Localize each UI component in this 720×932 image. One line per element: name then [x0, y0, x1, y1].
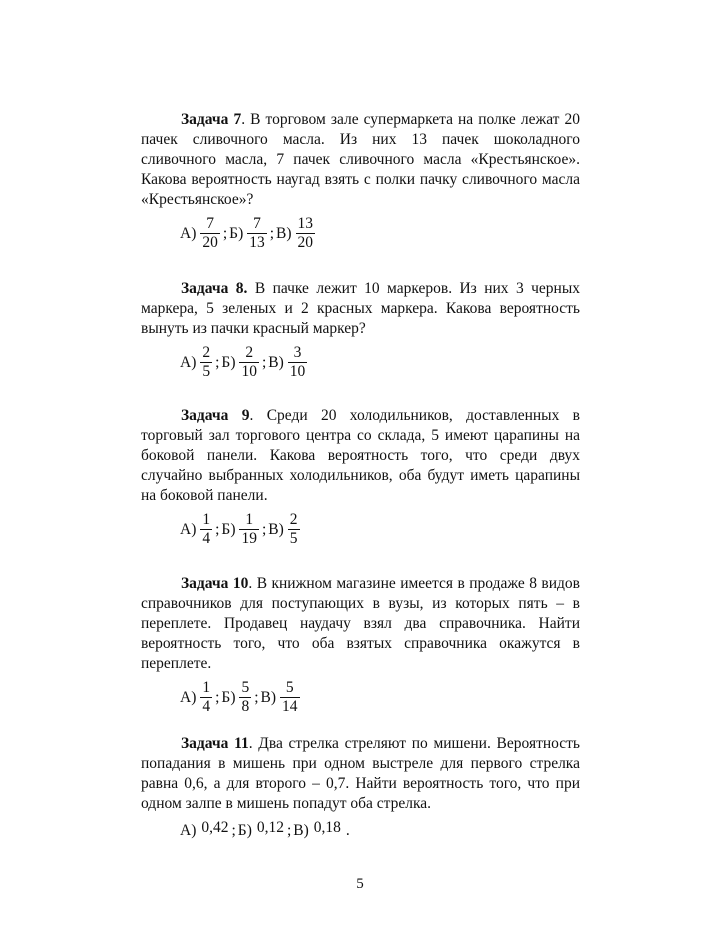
task-7-option-a: А) $\frac{7}{20}$ ; — [180, 215, 228, 251]
task-8-option-a: А) $\frac{2}{5}$ ; — [180, 344, 220, 380]
task-8-option-b: Б) $\frac{2}{10}$ ; — [221, 344, 267, 380]
task-7 — [141, 110, 580, 252]
task-10-option-a: А) $\frac{1}{4}$ ; — [180, 679, 220, 715]
fraction: $\frac{1}{4}$ — [202, 511, 211, 547]
fraction: $\frac{13}{20}$ — [297, 215, 314, 251]
task-7-option-c: В) $\frac{13}{20}$ — [276, 215, 314, 251]
task-7-option-b: Б) $\frac{7}{13}$ ; — [229, 215, 275, 251]
task-10-option-c: В) $\frac{5}{14}$ — [260, 679, 298, 715]
fraction: $\frac{5}{8}$ — [241, 679, 250, 715]
task-10-text: Задача 10. В книжном магазине имеется в продаже 8 видов справочников для поступающих в вузы, из которых пять – в переплете. Продавец наудачу взял два справочника. Найти вероятность того, что оба взятых справочника окажутся в переплете. — [141, 575, 580, 672]
task-8-option-c: В) $\frac{3}{10}$ — [268, 344, 306, 380]
fraction: $\frac{1}{19}$ — [241, 511, 257, 547]
task-9-text: Задача 9. Среди 20 холодильников, доставленных в торговый зал торгового центра со склада, 5 имеют царапины на боковой панели. Какова вероятность того, что среди двух случайно выбранных холодильников, оба будут иметь царапины на боковой панели. — [141, 407, 580, 504]
task-11 — [141, 734, 580, 840]
task-11-option-a: А) 0,42 ; — [180, 819, 236, 839]
fraction: $\frac{7}{20}$ — [202, 215, 218, 251]
task-9-answers — [141, 511, 580, 548]
task-7-text: Задача 7. В торговом зале супермаркета на полке лежат 20 пачек сливочного масла. Из них 13 пачек шоколадного сливочного масла, 7 пачек сливочного масла «Крестьянское». Какова вероятность наугад взять с полки пачку сливочного масла «Крестьянское»? — [141, 111, 580, 208]
fraction: $\frac{3}{10}$ — [289, 344, 306, 380]
task-8-label: Задача 8. — [181, 280, 248, 297]
task-10-option-b: Б) $\frac{5}{8}$ ; — [221, 679, 259, 715]
fraction: $\frac{1}{4}$ — [202, 679, 211, 715]
task-8-answers — [141, 344, 580, 381]
fraction: $\frac{2}{5}$ — [289, 511, 298, 547]
task-9 — [141, 406, 580, 548]
task-11-answers — [141, 819, 580, 840]
task-8 — [141, 279, 580, 381]
fraction: $\frac{5}{14}$ — [282, 679, 298, 715]
page-number: 5 — [356, 876, 364, 892]
task-11-text: Задача 11. Два стрелка стреляют по мишени. Вероятность попадания в мишень при одном выстреле для первого стрелка равна 0,6, а для второго – 0,7. Найти вероятность того, что при одном залпе в мишень попадут оба стрелка. — [141, 735, 580, 812]
task-9-option-c: В) $\frac{2}{5}$ — [268, 511, 298, 547]
fraction: $\frac{7}{13}$ — [249, 215, 265, 251]
fraction: $\frac{2}{5}$ — [202, 344, 211, 380]
task-10-label: Задача 10 — [181, 575, 249, 592]
task-10 — [141, 574, 580, 716]
task-11-option-c: В) 0,18 . — [293, 819, 350, 839]
task-7-label: Задача 7 — [181, 111, 242, 128]
task-9-label: Задача 9 — [181, 407, 250, 424]
task-10-answers — [141, 679, 580, 716]
task-9-option-b: Б) $\frac{1}{19}$ ; — [221, 511, 267, 547]
task-11-option-b: Б) 0,12 ; — [237, 819, 292, 839]
task-11-label: Задача 11 — [181, 735, 249, 752]
task-7-answers — [141, 215, 580, 252]
task-8-text: Задача 8. В пачке лежит 10 маркеров. Из них 3 черных маркера, 5 зеленых и 2 красных маркера. Какова вероятность вынуть из пачки красный маркер? — [141, 280, 580, 337]
fraction: $\frac{2}{10}$ — [241, 344, 257, 380]
task-9-option-a: А) $\frac{1}{4}$ ; — [180, 511, 220, 547]
